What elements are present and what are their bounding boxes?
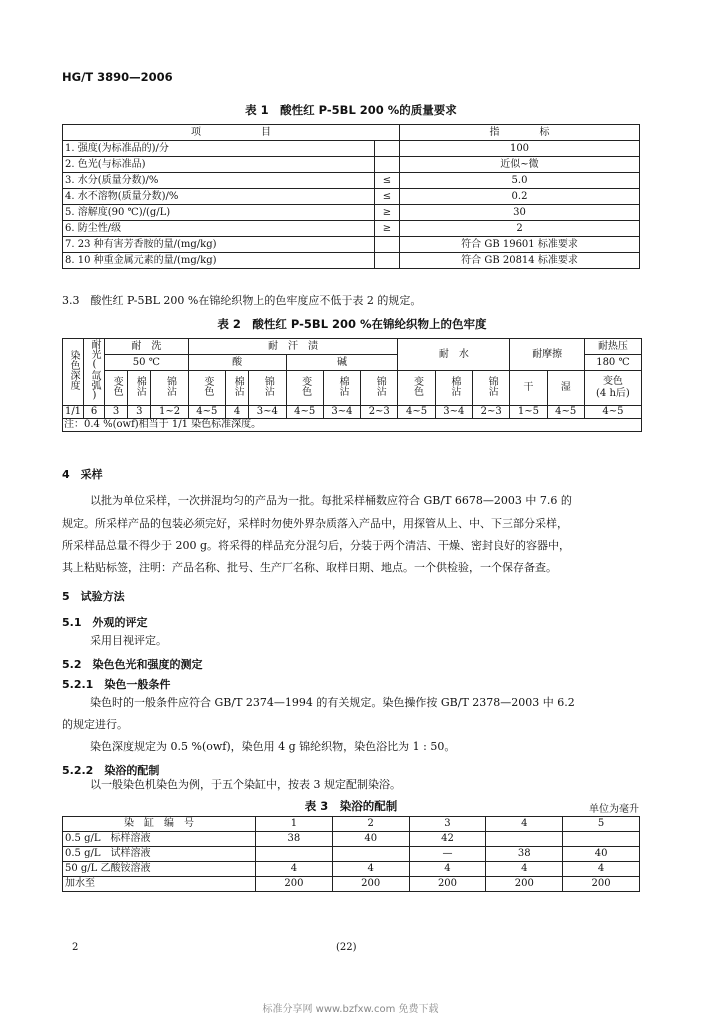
header-rub: 耐摩擦 — [510, 339, 585, 371]
data-cell: 3~4 — [249, 406, 286, 419]
section-4-para: 规定。所采样产品的包装必须完好，采样时勿使外界杂质落入产品中，用探管从上、中、下三部分采样， — [62, 517, 568, 530]
table-row — [63, 189, 640, 205]
table-row — [63, 832, 640, 847]
table-subheader-row — [63, 371, 642, 406]
section-4-para: 以批为单位采样，一次拼混均匀的产品为一批。每批采样桶数应符合 GB/T 6678—2003 中 7.6 的 — [90, 494, 572, 507]
item-cell: 4. 水不溶物(质量分数)/% — [63, 189, 375, 205]
quality-requirements-table — [62, 124, 640, 269]
sub-cell: 干 — [510, 371, 547, 406]
header-col: 1 — [256, 817, 333, 832]
header-item: 染 缸 编 号 — [63, 817, 256, 832]
table-row — [63, 847, 640, 862]
sub-cell: 湿 — [547, 371, 584, 406]
data-cell: 200 — [486, 877, 563, 892]
mark-cell — [375, 157, 400, 173]
table-header-row — [63, 125, 640, 141]
data-cell — [256, 847, 333, 862]
item-cell: 1. 强度(为标准品的)/分 — [63, 141, 375, 157]
table-note-row — [63, 419, 642, 432]
value-cell: 0.2 — [400, 189, 640, 205]
table-row — [63, 221, 640, 237]
header-item: 项 目 — [63, 125, 400, 141]
clause-5-2-1-para: 染色时的一般条件应符合 GB/T 2374—1994 的有关规定。染色操作按 GB/T 2378—2003 中 6.2 — [90, 696, 575, 709]
data-cell: 40 — [332, 832, 409, 847]
data-cell: 42 — [409, 832, 486, 847]
data-cell: 4~5 — [188, 406, 225, 419]
header-col: 4 — [486, 817, 563, 832]
sub-cell-heat: 变色 (4 h后) — [584, 371, 641, 406]
data-cell: 3 — [105, 406, 128, 419]
data-cell: 38 — [256, 832, 333, 847]
table1-caption: 表 1 酸性红 P-5BL 200 %的质量要求 — [245, 103, 457, 117]
data-cell: 4 — [486, 862, 563, 877]
clause-5-2-2-title: 5.2.2 染浴的配制 — [62, 764, 160, 777]
clause-5-2-1-para: 的规定进行。 — [62, 718, 128, 731]
value-cell: 近似~微 — [400, 157, 640, 173]
table-row — [63, 205, 640, 221]
header-wash-temp: 50 ℃ — [105, 355, 189, 371]
table-header-row — [63, 339, 642, 355]
header-sweat: 耐 汗 渍 — [188, 339, 398, 355]
data-cell: 6 — [84, 406, 105, 419]
header-col: 5 — [563, 817, 640, 832]
table-row — [63, 157, 640, 173]
row-label: 加水至 — [63, 877, 256, 892]
print-page-number: (22) — [336, 942, 357, 953]
value-cell: 符合 GB 19601 标准要求 — [400, 237, 640, 253]
mark-cell — [375, 237, 400, 253]
header-light: 耐光(氙弧) — [84, 339, 105, 406]
item-cell: 7. 23 种有害芳香胺的量/(mg/kg) — [63, 237, 375, 253]
page-number: 2 — [72, 942, 79, 953]
sub-cell: 锦沾 — [249, 371, 286, 406]
data-cell: 4~5 — [547, 406, 584, 419]
color-fastness-table — [62, 338, 642, 432]
data-cell — [563, 832, 640, 847]
sub-cell: 锦沾 — [472, 371, 509, 406]
sub-cell: 棉沾 — [128, 371, 151, 406]
mark-cell: ≤ — [375, 189, 400, 205]
sub-cell: 棉沾 — [435, 371, 472, 406]
table-row — [63, 237, 640, 253]
sub-cell: 变色 — [188, 371, 225, 406]
item-cell: 5. 溶解度(90 ℃)/(g/L) — [63, 205, 375, 221]
item-cell: 2. 色光(与标准品) — [63, 157, 375, 173]
table-row — [63, 141, 640, 157]
clause-5-1-title: 5.1 外观的评定 — [62, 616, 148, 629]
standard-number: HG/T 3890—2006 — [62, 70, 173, 84]
table-row — [63, 862, 640, 877]
header-col: 2 — [332, 817, 409, 832]
header-acid: 酸 — [188, 355, 286, 371]
data-cell: 2~3 — [472, 406, 509, 419]
table3-caption: 表 3 染浴的配制 — [304, 799, 398, 813]
row-label: 50 g/L 乙酸铵溶液 — [63, 862, 256, 877]
data-cell: 200 — [563, 877, 640, 892]
row-label: 0.5 g/L 标样溶液 — [63, 832, 256, 847]
value-cell: 符合 GB 20814 标准要求 — [400, 253, 640, 269]
data-cell: 3~4 — [323, 406, 360, 419]
data-cell: 200 — [332, 877, 409, 892]
data-cell: 3 — [128, 406, 151, 419]
table-header-row — [63, 817, 640, 832]
clause-5-2-2-text: 以一般染色机染色为例，于五个染缸中，按表 3 规定配制染浴。 — [90, 778, 401, 791]
sub-cell: 变色 — [286, 371, 323, 406]
header-col: 3 — [409, 817, 486, 832]
clause-5-2-1-para: 染色深度规定为 0.5 %(owf)，染色用 4 g 锦纶织物，染色浴比为 1 : 50。 — [90, 740, 456, 753]
mark-cell — [375, 141, 400, 157]
data-cell: 200 — [409, 877, 486, 892]
clause-5-1-text: 采用目视评定。 — [90, 634, 167, 647]
item-cell: 8. 10 种重金属元素的量/(mg/kg) — [63, 253, 375, 269]
data-cell: 4~5 — [584, 406, 641, 419]
section-4-title: 4 采样 — [62, 468, 103, 481]
mark-cell: ≥ — [375, 221, 400, 237]
data-cell: 4 — [409, 862, 486, 877]
data-cell: — — [409, 847, 486, 862]
data-cell: 200 — [256, 877, 333, 892]
sub-cell: 棉沾 — [323, 371, 360, 406]
data-cell: 1/1 — [63, 406, 84, 419]
data-cell: 4 — [563, 862, 640, 877]
sub-cell: 棉沾 — [226, 371, 249, 406]
table-row — [63, 877, 640, 892]
row-label: 0.5 g/L 试样溶液 — [63, 847, 256, 862]
table-row — [63, 253, 640, 269]
table2-note: 注：0.4 %(owf)相当于 1/1 染色标准深度。 — [63, 419, 642, 432]
data-cell: 4 — [226, 406, 249, 419]
data-cell: 3~4 — [435, 406, 472, 419]
mark-cell: ≤ — [375, 173, 400, 189]
data-cell: 2~3 — [361, 406, 398, 419]
table3-unit: 单位为毫升 — [589, 804, 639, 815]
value-cell: 100 — [400, 141, 640, 157]
data-cell: 4 — [332, 862, 409, 877]
header-heat-temp: 180 ℃ — [584, 355, 641, 371]
data-cell: 38 — [486, 847, 563, 862]
section-4-para: 所采样品总量不得少于 200 g。将采得的样品充分混匀后，分装于两个清洁、干燥、密封良好的容器中， — [62, 539, 571, 552]
sub-cell: 变色 — [105, 371, 128, 406]
data-cell — [486, 832, 563, 847]
value-cell: 30 — [400, 205, 640, 221]
data-cell — [332, 847, 409, 862]
data-cell: 40 — [563, 847, 640, 862]
header-alkali: 碱 — [286, 355, 398, 371]
table2-caption: 表 2 酸性红 P-5BL 200 %在锦纶织物上的色牢度 — [217, 317, 487, 331]
header-water: 耐 水 — [398, 339, 510, 371]
sub-cell: 锦沾 — [151, 371, 188, 406]
data-cell: 1~2 — [151, 406, 188, 419]
dye-bath-table — [62, 816, 640, 892]
data-cell: 4~5 — [286, 406, 323, 419]
clause-5-2-title: 5.2 染色色光和强度的测定 — [62, 658, 203, 671]
sub-cell: 变色 — [398, 371, 435, 406]
clause-5-2-1-title: 5.2.1 染色一般条件 — [62, 678, 171, 691]
watermark: 标准分享网 www.bzfxw.com 免费下载 — [262, 1004, 439, 1015]
item-cell: 3. 水分(质量分数)/% — [63, 173, 375, 189]
header-depth: 染色深度 — [63, 339, 84, 406]
mark-cell: ≥ — [375, 205, 400, 221]
mark-cell — [375, 253, 400, 269]
data-cell: 4 — [256, 862, 333, 877]
header-value: 指 标 — [400, 125, 640, 141]
value-cell: 2 — [400, 221, 640, 237]
section-5-title: 5 试验方法 — [62, 590, 125, 603]
section-4-para: 其上粘贴标签，注明：产品名称、批号、生产厂名称、取样日期、地点。一个供检验，一个保存备查。 — [62, 561, 557, 574]
table-row — [63, 173, 640, 189]
sub-cell: 锦沾 — [361, 371, 398, 406]
item-cell: 6. 防尘性/级 — [63, 221, 375, 237]
clause-3-3: 3.3 酸性红 P-5BL 200 %在锦纶织物上的色牢度应不低于表 2 的规定。 — [62, 294, 422, 307]
header-wash: 耐 洗 — [105, 339, 189, 355]
value-cell: 5.0 — [400, 173, 640, 189]
table-row — [63, 406, 642, 419]
data-cell: 4~5 — [398, 406, 435, 419]
data-cell: 1~5 — [510, 406, 547, 419]
header-heat: 耐热压 — [584, 339, 641, 355]
